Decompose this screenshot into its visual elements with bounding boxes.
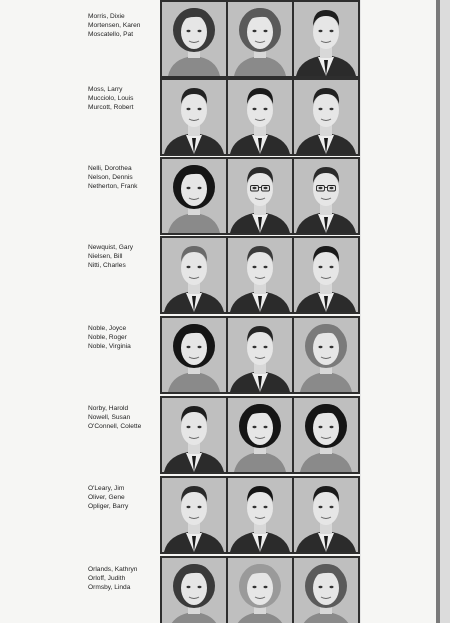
student-photo bbox=[228, 159, 292, 233]
name-list bbox=[88, 243, 158, 271]
student-photo bbox=[228, 558, 292, 623]
student-name: O'Connell, Colette bbox=[88, 423, 142, 431]
name-list bbox=[88, 484, 158, 512]
student-name: Netherton, Frank bbox=[88, 183, 138, 191]
student-photo bbox=[162, 2, 226, 76]
student-name: Orloff, Judith bbox=[88, 575, 126, 583]
student-name: Mortensen, Karen bbox=[88, 22, 141, 30]
name-list bbox=[88, 404, 158, 432]
student-name: Moscatello, Pat bbox=[88, 31, 134, 39]
student-photo bbox=[162, 318, 226, 392]
name-list bbox=[88, 565, 158, 593]
photo-strip bbox=[160, 396, 360, 474]
student-name: Moss, Larry bbox=[88, 86, 123, 93]
student-photo bbox=[228, 398, 292, 472]
student-name: Ormsby, Linda bbox=[88, 584, 131, 592]
student-photo bbox=[228, 80, 292, 154]
student-name: Noble, Virginia bbox=[88, 343, 131, 351]
student-photo bbox=[162, 478, 226, 552]
name-list bbox=[88, 12, 158, 40]
student-name: Oliver, Gene bbox=[88, 494, 125, 502]
student-name: Morris, Dixie bbox=[88, 13, 125, 20]
student-name: Nelson, Dennis bbox=[88, 174, 133, 182]
name-list bbox=[88, 164, 158, 192]
student-photo bbox=[162, 159, 226, 233]
photo-strip bbox=[160, 0, 360, 78]
student-photo bbox=[294, 398, 358, 472]
student-name: Newquist, Gary bbox=[88, 244, 134, 251]
student-photo bbox=[228, 238, 292, 312]
student-name: Noble, Roger bbox=[88, 334, 127, 342]
page-divider bbox=[360, 0, 361, 623]
student-name: Nitti, Charles bbox=[88, 262, 126, 270]
student-name: Noble, Joyce bbox=[88, 325, 127, 332]
page-edge bbox=[440, 0, 450, 623]
name-list bbox=[88, 324, 158, 352]
photo-strip bbox=[160, 556, 360, 623]
student-photo bbox=[228, 318, 292, 392]
student-photo bbox=[294, 478, 358, 552]
student-photo bbox=[228, 478, 292, 552]
photo-strip bbox=[160, 316, 360, 394]
photo-strip bbox=[160, 236, 360, 314]
photo-strip bbox=[160, 476, 360, 554]
student-photo bbox=[294, 2, 358, 76]
name-list bbox=[88, 85, 158, 113]
student-name: O'Leary, Jim bbox=[88, 485, 125, 492]
student-photo bbox=[294, 159, 358, 233]
student-photo bbox=[294, 558, 358, 623]
student-photo bbox=[162, 80, 226, 154]
student-photo bbox=[162, 238, 226, 312]
student-name: Nowell, Susan bbox=[88, 414, 131, 422]
student-photo bbox=[294, 318, 358, 392]
student-name: Murcott, Robert bbox=[88, 104, 134, 112]
student-photo bbox=[294, 80, 358, 154]
photo-strip bbox=[160, 78, 360, 156]
student-photo bbox=[228, 2, 292, 76]
student-name: Mucciolo, Louis bbox=[88, 95, 134, 103]
student-photo bbox=[162, 558, 226, 623]
student-name: Nielsen, Bill bbox=[88, 253, 123, 261]
student-name: Opliger, Barry bbox=[88, 503, 129, 511]
student-name: Norby, Harold bbox=[88, 405, 129, 412]
student-photo bbox=[162, 398, 226, 472]
student-photo bbox=[294, 238, 358, 312]
photo-strip bbox=[160, 157, 360, 235]
student-name: Nelli, Dorothea bbox=[88, 165, 132, 172]
student-name: Orlands, Kathryn bbox=[88, 566, 138, 573]
